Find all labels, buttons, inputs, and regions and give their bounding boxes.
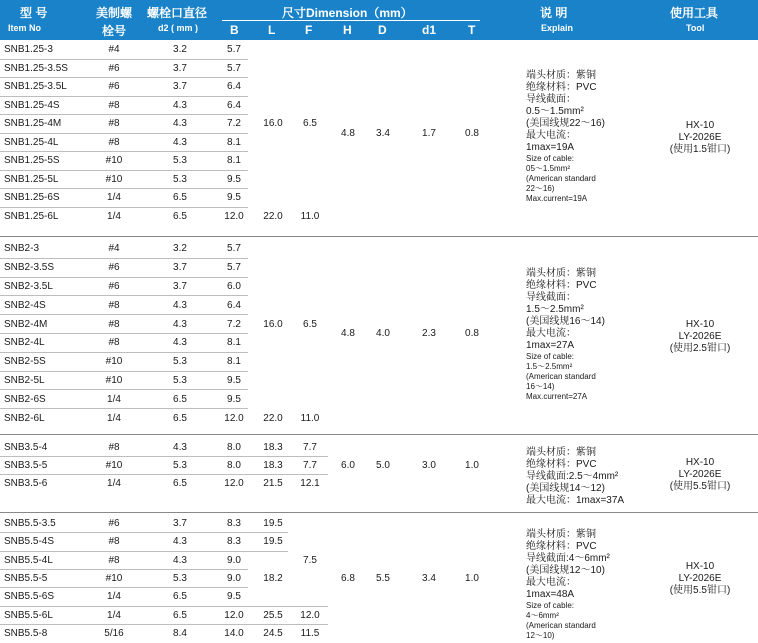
- col-h-header: H: [343, 23, 352, 37]
- d2-cell: 3.7: [173, 281, 187, 292]
- d2-cell: 4.3: [173, 136, 187, 148]
- l-cell: 24.5: [263, 627, 283, 639]
- b-cell: 12.0: [224, 210, 244, 222]
- merged-f-cell: 6.5: [303, 118, 317, 130]
- item-no-cell: SNB2-4L: [4, 337, 45, 349]
- bolt-size-cell: #6: [108, 81, 120, 93]
- b-cell: 9.5: [227, 591, 241, 603]
- b-cell: 9.5: [227, 173, 241, 185]
- b-cell: 9.5: [227, 192, 241, 204]
- explain-line: 最大电流：1max=37A: [526, 495, 625, 506]
- explain-line: 1max=19A: [526, 142, 575, 153]
- l-cell: 22.0: [263, 210, 283, 222]
- d2-cell: 4.3: [173, 554, 187, 566]
- b-cell: 8.3: [227, 518, 241, 530]
- explain-line-en: 16～14): [526, 382, 555, 391]
- b-cell: 9.0: [227, 573, 241, 585]
- col-d1-header: d1: [422, 23, 437, 37]
- d2-cell: 3.7: [173, 81, 187, 93]
- merged-t-cell: 1.0: [465, 573, 479, 585]
- f-cell: 7.7: [303, 442, 317, 453]
- row-divider: [0, 569, 248, 570]
- f-cell: 12.1: [300, 478, 320, 489]
- b-cell: 9.0: [227, 554, 241, 566]
- merged-t-cell: 0.8: [465, 328, 479, 339]
- l-cell: 18.3: [263, 460, 283, 471]
- d2-cell: 6.5: [173, 192, 187, 204]
- d2-cell: 3.2: [173, 44, 187, 56]
- explain-line: 绝缘材料：PVC: [526, 541, 597, 552]
- b-cell: 7.2: [227, 118, 241, 130]
- table-header: [0, 0, 758, 40]
- d2-cell: 6.5: [173, 393, 187, 405]
- row-divider: [0, 352, 248, 353]
- group-separator: [0, 434, 758, 435]
- merged-h-cell: 6.0: [341, 460, 355, 471]
- row-divider: [0, 114, 248, 115]
- explain-line: (美国线规14～12): [526, 483, 605, 494]
- tool-header-en: Tool: [686, 23, 705, 33]
- explain-line-en: (American standard: [526, 621, 596, 630]
- item-no-cell: SNB1.25-4S: [4, 99, 60, 111]
- imperial-bolt-header: 美制螺: [96, 6, 133, 20]
- row-divider: [0, 77, 248, 78]
- item-no-cell: SNB5.5-8: [4, 627, 48, 639]
- b-cell: 8.1: [227, 136, 241, 148]
- f-cell: 11.0: [300, 210, 320, 222]
- explain-line-en: 05～1.5mm²: [526, 164, 571, 173]
- explain-line: 1max=27A: [526, 340, 575, 351]
- explain-line: 导线截面:4～6mm²: [526, 553, 610, 564]
- b-cell: 12.0: [224, 478, 244, 489]
- d2-cell: 4.3: [173, 99, 187, 111]
- bolt-size-cell: #8: [108, 299, 120, 311]
- item-no-cell: SNB1.25-4L: [4, 136, 59, 148]
- tool-line: (使用5.5钳口): [669, 481, 731, 492]
- bolt-size-cell: #8: [108, 536, 120, 548]
- row-divider: [0, 456, 248, 457]
- b-cell: 7.2: [227, 318, 241, 330]
- item-no-cell: SNB3.5-5: [4, 460, 48, 471]
- tool-line: HX-10: [685, 457, 715, 468]
- bolt-size-cell: 1/4: [107, 192, 121, 204]
- merged-h-cell: 6.8: [341, 573, 355, 585]
- f-cell: 12.0: [300, 609, 320, 621]
- col-t-header: T: [468, 23, 476, 37]
- row-divider: [0, 389, 248, 390]
- d2-cell: 5.3: [173, 573, 187, 585]
- row-divider: [0, 59, 248, 60]
- b-cell: 8.1: [227, 356, 241, 368]
- merged-f-cell: 6.5: [303, 318, 317, 330]
- d2-cell: 8.4: [173, 627, 187, 639]
- row-divider: [0, 408, 248, 409]
- bolt-size-cell: #6: [108, 262, 120, 274]
- d2-cell: 5.3: [173, 155, 187, 167]
- bolt-size-cell: #8: [108, 318, 120, 330]
- explain-line: 导线截面：: [526, 292, 576, 303]
- row-divider: [0, 606, 248, 607]
- bolt-diameter-header: 螺栓口直径: [147, 6, 208, 20]
- group-separator: [0, 236, 758, 237]
- explain-line-en: 1.5～2.5mm²: [526, 362, 573, 371]
- explain-header-en: Explain: [541, 23, 574, 33]
- bolt-size-cell: #8: [108, 118, 120, 130]
- explain-line-en: 12～10): [526, 631, 555, 640]
- bolt-size-cell: #8: [108, 99, 120, 111]
- f-cell: 11.0: [300, 412, 320, 424]
- merged-d1-cell: 3.4: [422, 573, 436, 585]
- dimension-divider: [222, 20, 480, 21]
- row-divider: [0, 277, 248, 278]
- merged-d-cell: 3.4: [376, 127, 390, 139]
- row-divider: [0, 188, 248, 189]
- d2-cell: 6.5: [173, 210, 187, 222]
- explain-line: 最大电流：: [526, 130, 576, 141]
- tool-line: HX-10: [685, 560, 715, 572]
- item-no-cell: SNB2-3.5S: [4, 262, 55, 274]
- explain-line: 1.5～2.5mm²: [526, 304, 584, 315]
- merged-d-cell: 5.5: [376, 573, 390, 585]
- bolt-size-cell: #6: [108, 62, 120, 74]
- item-no-cell: SNB3.5-6: [4, 478, 48, 489]
- tool-line: LY-2026E: [678, 330, 722, 342]
- bolt-size-cell: 1/4: [107, 609, 121, 621]
- tool-line: LY-2026E: [678, 469, 722, 480]
- row-divider: [0, 333, 248, 334]
- d2-cell: 6.5: [173, 412, 187, 424]
- bolt-size-cell: 5/16: [104, 627, 124, 639]
- row-divider: [0, 207, 248, 208]
- row-divider: [0, 258, 248, 259]
- explain-line: 端头材质：紫铜: [526, 268, 596, 279]
- bolt-size-cell: #4: [108, 44, 120, 56]
- item-no-header: Item No: [8, 23, 42, 33]
- item-no-cell: SNB1.25-6L: [4, 210, 59, 222]
- row-divider: [248, 606, 328, 607]
- item-no-cell: SNB1.25-5S: [4, 155, 60, 167]
- bolt-diameter-unit: d2 ( mm ): [158, 23, 199, 33]
- item-no-cell: SNB1.25-3.5S: [4, 62, 68, 74]
- merged-l-cell: 18.2: [263, 573, 283, 585]
- bolt-size-cell: #10: [105, 155, 123, 167]
- explain-note: [526, 447, 624, 507]
- explain-line: 0.5～1.5mm²: [526, 106, 584, 117]
- explain-line-en: Size of cable:: [526, 352, 575, 361]
- tool-cell: [660, 120, 740, 156]
- row-divider: [0, 96, 248, 97]
- row-divider: [0, 314, 248, 315]
- b-cell: 5.7: [227, 262, 241, 274]
- bolt-size-cell: #8: [108, 442, 120, 453]
- bolt-size-cell: #8: [108, 337, 120, 349]
- l-cell: 19.5: [263, 518, 283, 530]
- bolt-size-cell: #10: [105, 573, 123, 585]
- b-cell: 8.3: [227, 536, 241, 548]
- bolt-size-cell: 1/4: [107, 393, 121, 405]
- row-divider: [248, 456, 328, 457]
- explain-line: 导线截面：: [526, 94, 576, 105]
- l-cell: 19.5: [263, 536, 283, 548]
- tool-cell: [660, 319, 740, 355]
- tool-line: HX-10: [685, 120, 715, 131]
- model-header: 型 号: [20, 6, 48, 20]
- bolt-size-cell: #8: [108, 554, 120, 566]
- bolt-size-cell: #6: [108, 281, 120, 292]
- row-divider: [0, 295, 248, 296]
- dimension-header: 尺寸Dimension（mm）: [282, 6, 413, 20]
- bolt-size-cell: #10: [105, 460, 123, 471]
- tool-header: 使用工具: [670, 6, 719, 20]
- bolt-size-cell: 1/4: [107, 412, 121, 424]
- l-cell: 18.3: [263, 442, 283, 453]
- item-no-cell: SNB2-3: [4, 243, 40, 255]
- row-divider: [0, 474, 248, 475]
- explain-line: (美国线规12～10): [526, 565, 605, 576]
- d2-cell: 4.3: [173, 299, 187, 311]
- row-divider: [248, 624, 328, 625]
- item-no-cell: SNB2-4M: [4, 318, 48, 330]
- item-no-cell: SNB2-6S: [4, 393, 46, 405]
- d2-cell: 5.3: [173, 375, 187, 386]
- explain-line-en: (American standard: [526, 174, 596, 183]
- b-cell: 8.1: [227, 155, 241, 167]
- merged-h-cell: 4.8: [341, 328, 355, 339]
- row-divider: [0, 551, 248, 552]
- merged-l-cell: 16.0: [263, 118, 283, 130]
- d2-cell: 5.3: [173, 460, 187, 471]
- explain-line-en: 4～6mm²: [526, 611, 559, 620]
- explain-line-en: Size of cable:: [526, 154, 575, 163]
- tool-line: HX-10: [685, 318, 715, 330]
- d2-cell: 6.5: [173, 591, 187, 603]
- row-divider: [0, 170, 248, 171]
- d2-cell: 5.3: [173, 173, 187, 185]
- bolt-size-cell: #4: [108, 243, 120, 255]
- b-cell: 5.7: [227, 243, 241, 255]
- b-cell: 9.5: [227, 393, 241, 405]
- tool-line: (使用5.5钳口): [669, 584, 731, 596]
- item-no-cell: SNB2-4S: [4, 299, 46, 311]
- bolt-size-cell: 1/4: [107, 591, 121, 603]
- merged-h-cell: 4.8: [341, 127, 355, 139]
- merged-d-cell: 4.0: [376, 328, 390, 339]
- tool-line: LY-2026E: [678, 132, 722, 143]
- l-cell: 22.0: [263, 412, 283, 424]
- row-divider: [248, 551, 288, 552]
- item-no-cell: SNB1.25-3: [4, 44, 53, 56]
- explain-line-en: Max.current=19A: [526, 194, 588, 203]
- b-cell: 8.0: [227, 442, 241, 453]
- item-no-cell: SNB1.25-4M: [4, 118, 62, 130]
- row-divider: [248, 474, 328, 475]
- col-d-header: D: [378, 23, 387, 37]
- tool-line: (使用2.5钳口): [669, 342, 731, 354]
- col-f-header: F: [305, 23, 313, 37]
- item-no-cell: SNB2-3.5L: [4, 281, 53, 292]
- row-divider: [0, 532, 248, 533]
- explain-line-en: Max.current=27A: [526, 392, 588, 401]
- row-divider: [0, 587, 248, 588]
- explain-line: 绝缘材料：PVC: [526, 82, 597, 93]
- row-divider: [0, 371, 248, 372]
- item-no-cell: SNB3.5-4: [4, 442, 48, 453]
- merged-l-cell: 16.0: [263, 318, 283, 330]
- d2-cell: 3.7: [173, 262, 187, 274]
- bolt-size-cell: 1/4: [107, 478, 121, 489]
- explain-note: [526, 529, 610, 641]
- tool-cell: [660, 561, 740, 597]
- d2-cell: 6.5: [173, 478, 187, 489]
- d2-cell: 4.3: [173, 337, 187, 349]
- explain-line: 最大电流：: [526, 577, 576, 588]
- merged-f-cell: 7.5: [303, 554, 317, 566]
- row-divider: [0, 133, 248, 134]
- d2-cell: 3.7: [173, 62, 187, 74]
- b-cell: 9.5: [227, 375, 241, 386]
- bolt-size-cell: #10: [105, 356, 123, 368]
- bolt-size-cell: 1/4: [107, 210, 121, 222]
- bolt-size-cell: #10: [105, 375, 123, 386]
- item-no-cell: SNB2-5L: [4, 375, 45, 386]
- d2-cell: 3.2: [173, 243, 187, 255]
- f-cell: 11.5: [300, 627, 320, 639]
- row-divider: [248, 532, 288, 533]
- explain-line: 端头材质：紫铜: [526, 529, 596, 540]
- bolt-size-cell: #10: [105, 173, 123, 185]
- col-l-header: L: [268, 23, 276, 37]
- explain-line: (美国线规16～14): [526, 316, 605, 327]
- explain-line-en: Size of cable:: [526, 601, 575, 610]
- explain-header: 说 明: [540, 6, 568, 20]
- d2-cell: 4.3: [173, 118, 187, 130]
- item-no-cell: SNB5.5-6L: [4, 609, 53, 621]
- merged-t-cell: 0.8: [465, 127, 479, 139]
- l-cell: 25.5: [263, 609, 283, 621]
- b-cell: 5.7: [227, 62, 241, 74]
- b-cell: 8.1: [227, 337, 241, 349]
- explain-line-en: (American standard: [526, 372, 596, 381]
- d2-cell: 4.3: [173, 536, 187, 548]
- item-no-cell: SNB5.5-6S: [4, 591, 55, 603]
- b-cell: 6.4: [227, 81, 241, 93]
- f-cell: 7.7: [303, 460, 317, 471]
- explain-line: 端头材质：紫铜: [526, 447, 596, 458]
- b-cell: 12.0: [224, 412, 244, 424]
- d2-cell: 5.3: [173, 356, 187, 368]
- b-cell: 5.7: [227, 44, 241, 56]
- explain-line-en: 22～16): [526, 184, 555, 193]
- b-cell: 14.0: [224, 627, 244, 639]
- explain-line: (美国线规22～16): [526, 118, 605, 129]
- imperial-bolt-header-2: 栓号: [102, 24, 127, 38]
- tool-line: (使用1.5钳口): [669, 144, 731, 155]
- item-no-cell: SNB5.5-4S: [4, 536, 55, 548]
- b-cell: 8.0: [227, 460, 241, 471]
- item-no-cell: SNB2-5S: [4, 356, 46, 368]
- d2-cell: 6.5: [173, 609, 187, 621]
- d2-cell: 3.7: [173, 518, 187, 530]
- explain-note: [526, 268, 605, 402]
- row-divider: [0, 151, 248, 152]
- merged-t-cell: 1.0: [465, 460, 479, 471]
- explain-line: 绝缘材料：PVC: [526, 459, 597, 470]
- explain-line: 1max=48A: [526, 589, 575, 600]
- b-cell: 12.0: [224, 609, 244, 621]
- item-no-cell: SNB2-6L: [4, 412, 45, 424]
- explain-note: [526, 70, 605, 204]
- item-no-cell: SNB5.5-3.5: [4, 518, 56, 530]
- item-no-cell: SNB5.5-4L: [4, 554, 53, 566]
- b-cell: 6.4: [227, 299, 241, 311]
- d2-cell: 4.3: [173, 442, 187, 453]
- l-cell: 21.5: [263, 478, 283, 489]
- tool-line: LY-2026E: [678, 572, 722, 584]
- merged-d1-cell: 3.0: [422, 460, 436, 471]
- col-b-header: B: [230, 23, 239, 37]
- tool-cell: [660, 457, 740, 493]
- bolt-size-cell: #6: [108, 518, 120, 530]
- merged-d1-cell: 1.7: [422, 127, 436, 139]
- d2-cell: 4.3: [173, 318, 187, 330]
- explain-line: 最大电流：: [526, 328, 576, 339]
- group-separator: [0, 512, 758, 513]
- row-divider: [0, 624, 248, 625]
- explain-line: 导线截面:2.5～4mm²: [526, 471, 619, 482]
- item-no-cell: SNB1.25-3.5L: [4, 81, 67, 93]
- merged-d-cell: 5.0: [376, 460, 390, 471]
- explain-line: 绝缘材料：PVC: [526, 280, 597, 291]
- bolt-size-cell: #8: [108, 136, 120, 148]
- item-no-cell: SNB1.25-5L: [4, 173, 59, 185]
- merged-d1-cell: 2.3: [422, 328, 436, 339]
- b-cell: 6.4: [227, 99, 241, 111]
- item-no-cell: SNB5.5-5: [4, 573, 48, 585]
- item-no-cell: SNB1.25-6S: [4, 192, 60, 204]
- b-cell: 6.0: [227, 281, 241, 292]
- explain-line: 端头材质：紫铜: [526, 70, 596, 81]
